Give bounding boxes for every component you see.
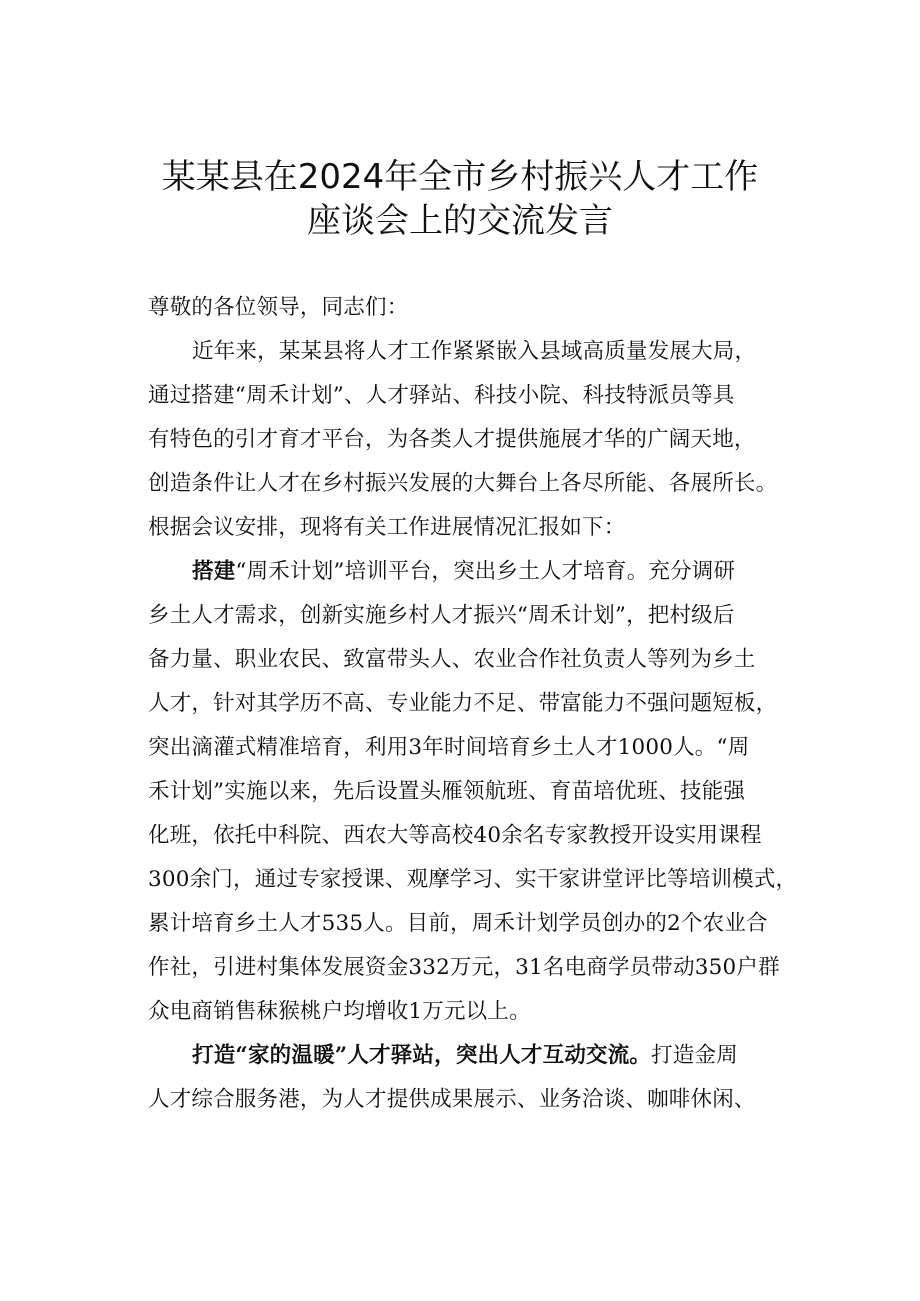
document-title-line-2: 座谈会上的交流发言 (307, 201, 613, 241)
section-2-heading-bold: 打造“家的温暖”人才驿站，突出人才互动交流。 (192, 1043, 652, 1068)
section-2-line-1: 人才综合服务港，为人才提供成果展示、业务洽谈、咖啡休闲、 (148, 1087, 756, 1112)
section-1-line-7: 300余门，通过专家授课、观摩学习、实干家讲堂评比等培训模式， (148, 867, 798, 892)
document-body (148, 286, 818, 1116)
section-1-line-1: 乡土人才需求，创新实施乡村人才振兴“周禾计划”，把村级后 (148, 603, 735, 628)
intro-line-2: 通过搭建“周禾计划”、人才驿站、科技小院、科技特派员等具 (148, 383, 735, 408)
section-1-heading (192, 550, 735, 594)
section-1-heading-bold: 搭建 (192, 559, 236, 584)
section-1-line-10: 众电商销售秣猴桃户均增收1万元以上。 (148, 999, 531, 1024)
intro-line-1: 近年来，某某县将人才工作紧紧嵌入县域高质量发展大局， (192, 339, 757, 364)
section-1-heading-rest: “周禾计划”培训平台，突出乡土人才培育。充分调研 (235, 559, 736, 584)
intro-line-3: 有特色的引才育才平台，为各类人才提供施展才华的广阔天地， (148, 427, 756, 452)
salutation: 尊敬的各位领导，同志们： (148, 295, 409, 320)
section-2-heading-rest: 打造金周 (651, 1043, 738, 1068)
section-1-line-4: 突出滴灌式精准培育，利用3年时间培育乡土人才1000人。“周 (148, 735, 750, 760)
section-1-line-5: 禾计划”实施以来，先后设置头雁领航班、育苗培优班、技能强 (148, 779, 746, 804)
section-1-line-3: 人才，针对其学历不高、专业能力不足、带富能力不强问题短板， (148, 691, 778, 716)
section-1-line-6: 化班，依托中科院、西农大等高校40余名专家教授开设实用课程 (148, 823, 762, 848)
section-1-line-8: 累计培育乡土人才535人。目前，周禾计划学员创办的2个农业合 (148, 911, 768, 936)
section-2-heading (192, 1034, 738, 1078)
intro-line-5: 根据会议安排，现将有关工作进展情况汇报如下： (148, 515, 626, 540)
document-title-line-1: 某某县在2024年全市乡村振兴人才工作 (161, 157, 759, 197)
intro-line-4: 创造条件让人才在乡村振兴发展的大舞台上各尽所能、各展所长。 (148, 471, 778, 496)
section-1-line-2: 备力量、职业农民、致富带头人、农业合作社负责人等列为乡土 (148, 647, 756, 672)
section-1-line-9: 作社，引进村集体发展资金332万元，31名电商学员带动350户群 (148, 955, 780, 980)
